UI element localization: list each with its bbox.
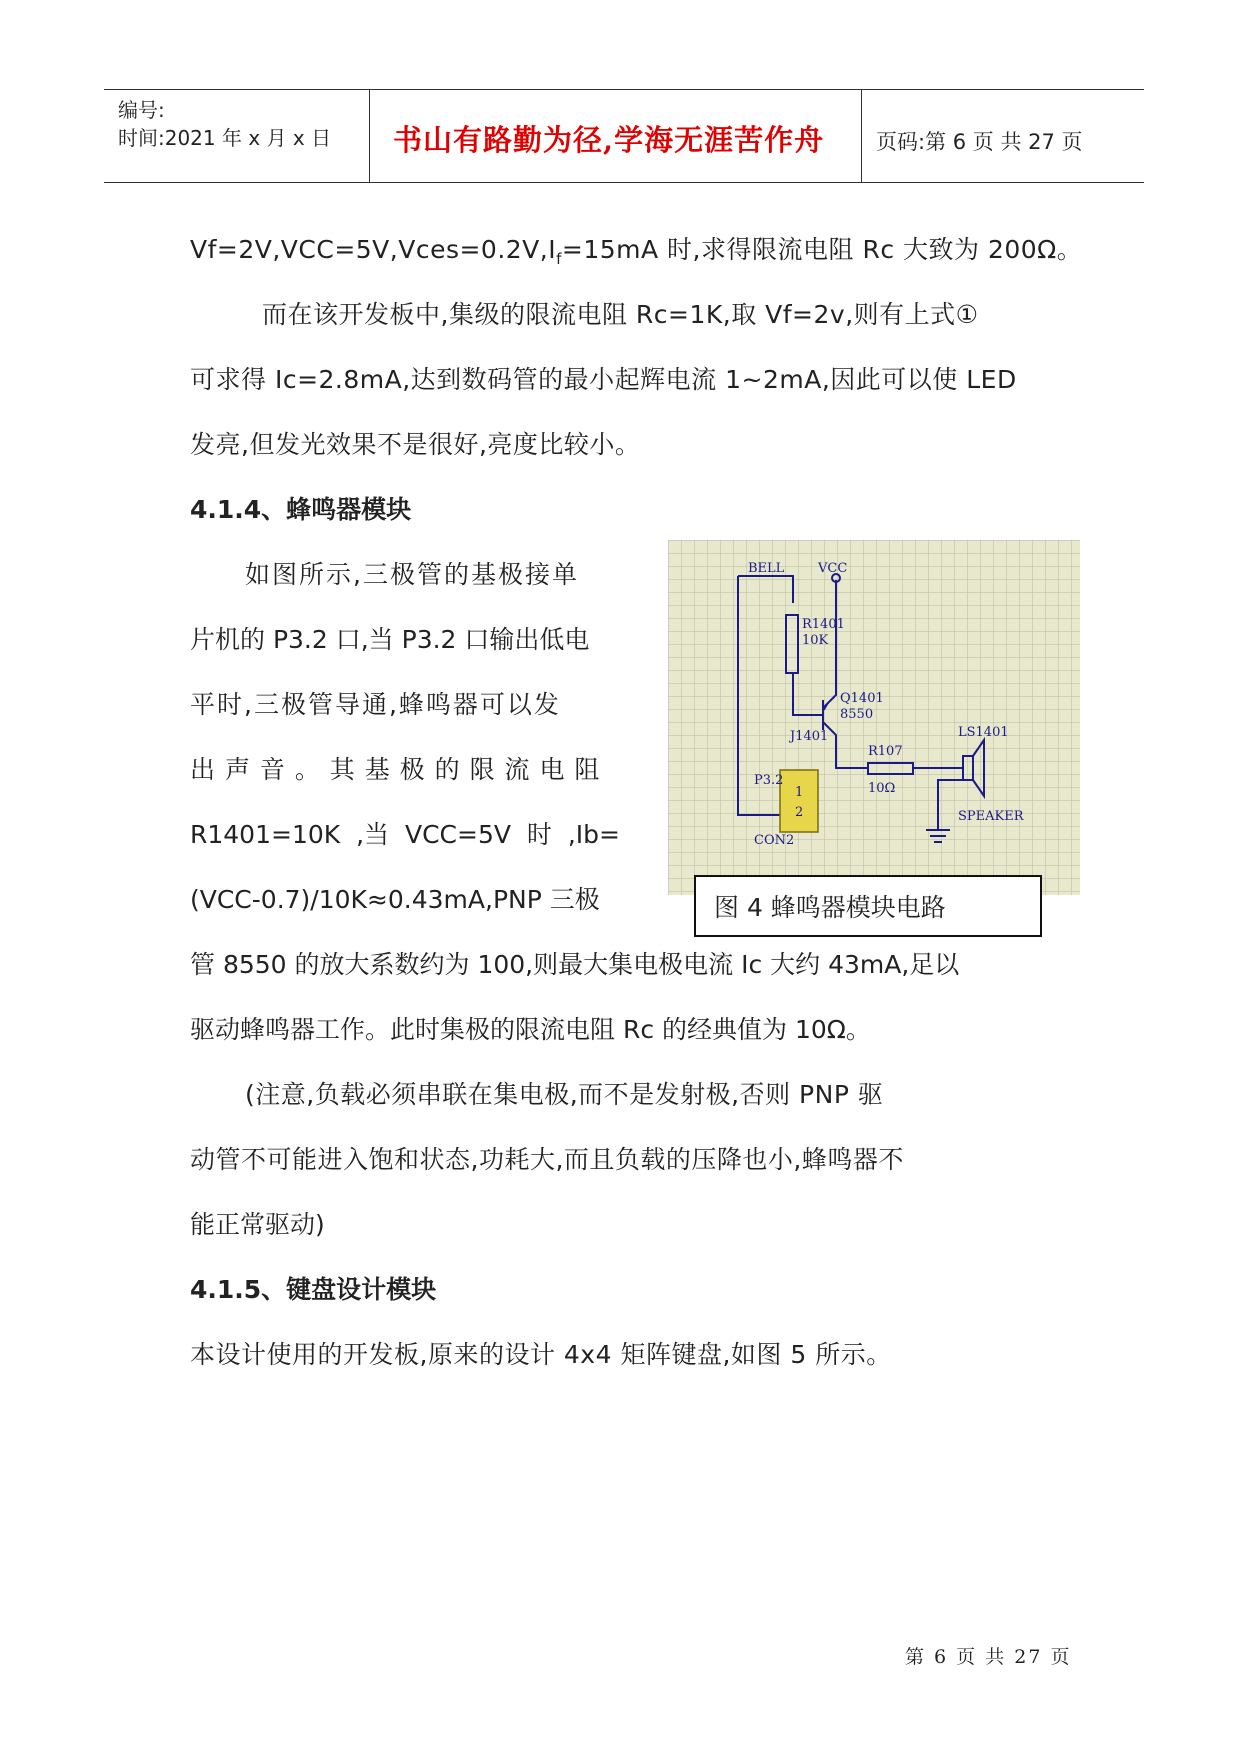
header-divider-right	[861, 89, 862, 182]
grid-background	[668, 540, 1080, 895]
paragraph-line: (注意,负载必须串联在集电极,而不是发射极,否则 PNP 驱	[245, 1080, 884, 1109]
label-bell: BELL	[748, 561, 785, 576]
paragraph-line: 管 8550 的放大系数约为 100,则最大集电极电流 Ic 大约 43mA,足以	[190, 950, 960, 979]
label-vcc: VCC	[818, 561, 848, 576]
paragraph-line: 出 声 音 。 其 基 极 的 限 流 电 阻	[190, 755, 601, 784]
label-pin-1: 1	[795, 785, 804, 800]
paragraph-line: 平时,三极管导通,蜂鸣器可以发	[190, 690, 561, 719]
paragraph-line: 本设计使用的开发板,原来的设计 4x4 矩阵键盘,如图 5 所示。	[190, 1340, 892, 1369]
header-page-label: 页码:第 6 页 共 27 页	[876, 130, 1083, 154]
circuit-schematic	[668, 540, 1080, 895]
paragraph-line	[190, 230, 1082, 268]
paragraph-line: 可求得 Ic=2.8mA,达到数码管的最小起辉电流 1~2mA,因此可以使 LED	[190, 365, 1017, 394]
label-pin-2: 2	[795, 805, 804, 820]
label-q1401-value: 8550	[840, 707, 874, 722]
doc-number-label: 编号:	[118, 98, 165, 122]
paragraph-line: 片机的 P3.2 口,当 P3.2 口输出低电	[190, 625, 590, 654]
header-motto: 书山有路勤为径,学海无涯苦作舟	[393, 123, 825, 157]
label-r107-value: 10Ω	[868, 781, 896, 796]
paragraph-line: R1401=10K ,当 VCC=5V 时 ,Ib=	[190, 820, 620, 849]
figure-caption: 图 4 蜂鸣器模块电路	[694, 875, 1042, 937]
paragraph-line: 能正常驱动)	[190, 1210, 325, 1239]
label-p32: P3.2	[754, 773, 784, 788]
header-top-rule	[104, 89, 1144, 90]
paragraph-line: 动管不可能进入饱和状态,功耗大,而且负载的压降也小,蜂鸣器不	[190, 1145, 904, 1174]
paragraph-line: 如图所示,三极管的基极接单	[245, 560, 579, 589]
paragraph-line: 发亮,但发光效果不是很好,亮度比较小。	[190, 430, 641, 459]
paragraph-line: 驱动蜂鸣器工作。此时集极的限流电阻 Rc 的经典值为 10Ω。	[190, 1015, 871, 1044]
text-segment: =15mA 时,求得限流电阻 Rc 大致为 200Ω。	[561, 235, 1083, 264]
connector-con2	[780, 770, 818, 832]
paragraph-line: 而在该开发板中,集级的限流电阻 Rc=1K,取 Vf=2v,则有上式①	[262, 300, 979, 329]
label-r1401-value: 10K	[802, 633, 829, 648]
label-r107: R107	[868, 744, 903, 759]
label-r1401: R1401	[802, 617, 845, 632]
paragraph-line: (VCC-0.7)/10K≈0.43mA,PNP 三极	[190, 885, 600, 914]
label-con2: CON2	[754, 833, 795, 848]
header-bottom-rule	[104, 182, 1144, 183]
page-footer: 第 6 页 共 27 页	[905, 1646, 1072, 1668]
subscript-f: f	[556, 250, 562, 268]
section-heading-4-1-5: 4.1.5、键盘设计模块	[190, 1275, 437, 1304]
section-heading-4-1-4: 4.1.4、蜂鸣器模块	[190, 495, 412, 524]
buzzer-circuit-figure	[668, 540, 1080, 895]
label-q1401: Q1401	[840, 691, 884, 706]
label-ls1401: LS1401	[958, 725, 1009, 740]
text-segment: Vf=2V,VCC=5V,Vces=0.2V,I	[190, 235, 557, 264]
header-divider-left	[369, 89, 370, 182]
label-j1401: J1401	[790, 729, 829, 744]
doc-time-label: 时间:2021 年 x 月 x 日	[118, 126, 332, 150]
label-speaker: SPEAKER	[958, 809, 1024, 824]
